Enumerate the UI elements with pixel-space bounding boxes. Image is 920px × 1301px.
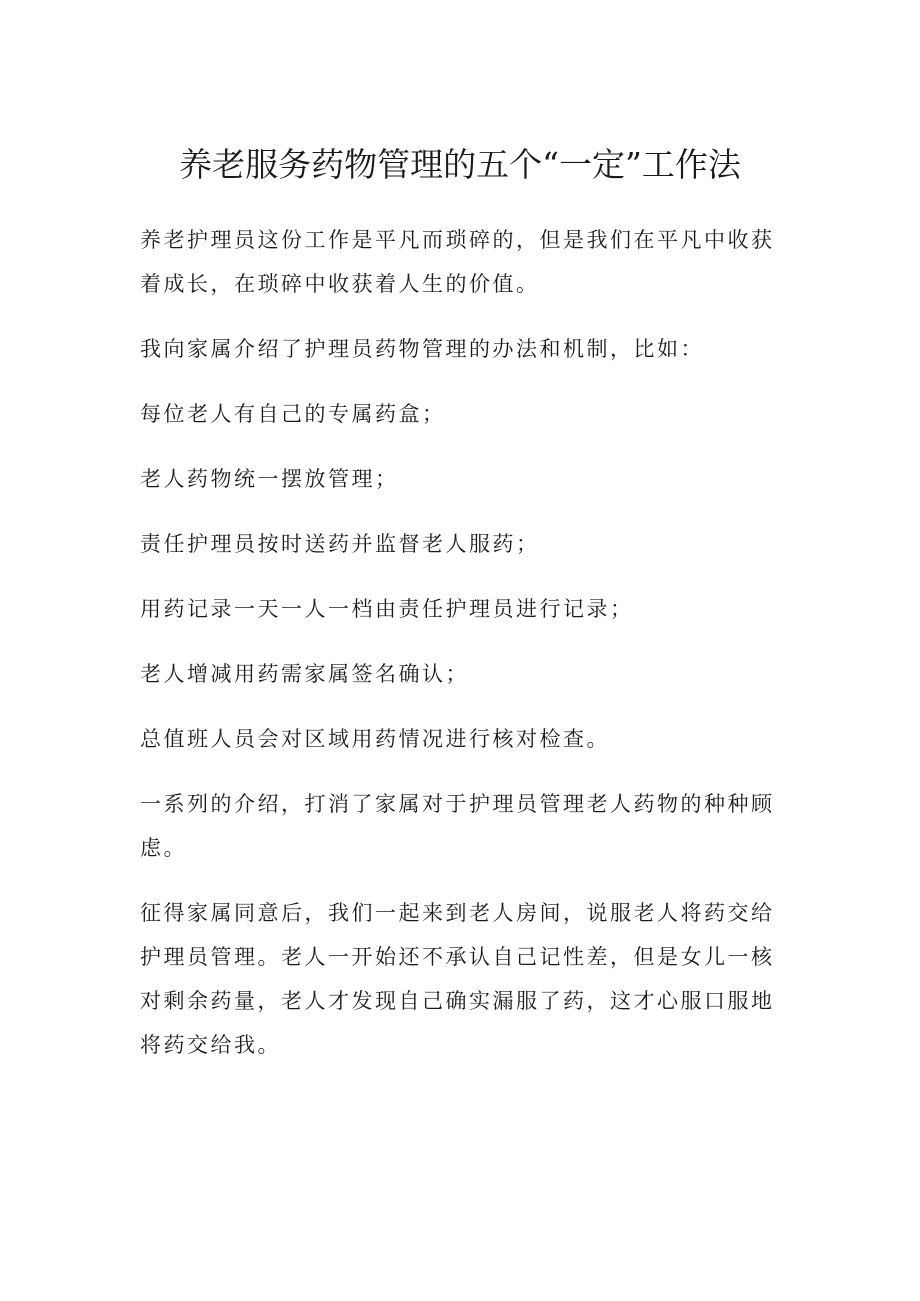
list-item [140, 392, 770, 436]
paragraph-line: 每位老人有自己的专属药盒； [140, 402, 446, 426]
list-item [140, 717, 770, 761]
paragraph-line: 老人药物统一摆放管理； [140, 467, 399, 491]
paragraph-line: 着成长，在琐碎中收获着人生的价值。 [140, 272, 540, 296]
paragraph-line: 我向家属介绍了护理员药物管理的办法和机制，比如： [140, 337, 704, 361]
paragraph-handover [140, 891, 775, 1067]
paragraph-intro [140, 218, 775, 306]
paragraph-line: 将药交给我。 [140, 1033, 281, 1057]
list-item [140, 652, 770, 696]
paragraph-line: 虑。 [140, 836, 187, 860]
list-item [140, 457, 770, 501]
document-title: 养老服务药物管理的五个“一定”工作法 [179, 145, 741, 184]
list-item [140, 587, 770, 631]
paragraph-line: 总值班人员会对区域用药情况进行核对检查。 [140, 727, 610, 751]
paragraph-line: 征得家属同意后，我们一起来到老人房间，说服老人将药交给 [140, 901, 775, 925]
paragraph-line: 老人增减用药需家属签名确认； [140, 662, 469, 686]
paragraph-line: 一系列的介绍，打消了家属对于护理员管理老人药物的种种顾 [140, 792, 775, 816]
list-item [140, 522, 770, 566]
paragraph-line: 用药记录一天一人一档由责任护理员进行记录； [140, 597, 634, 621]
paragraph-line: 责任护理员按时送药并监督老人服药； [140, 532, 540, 556]
document-body [140, 218, 775, 1088]
paragraph-line: 养老护理员这份工作是平凡而琐碎的，但是我们在平凡中收获 [140, 228, 775, 252]
paragraph-concerns [140, 782, 775, 870]
paragraph-introduction-to-family [140, 327, 770, 371]
paragraph-line: 护理员管理。老人一开始还不承认自己记性差，但是女儿一核 [140, 945, 775, 969]
paragraph-line: 对剩余药量，老人才发现自己确实漏服了药，这才心服口服地 [140, 989, 775, 1013]
